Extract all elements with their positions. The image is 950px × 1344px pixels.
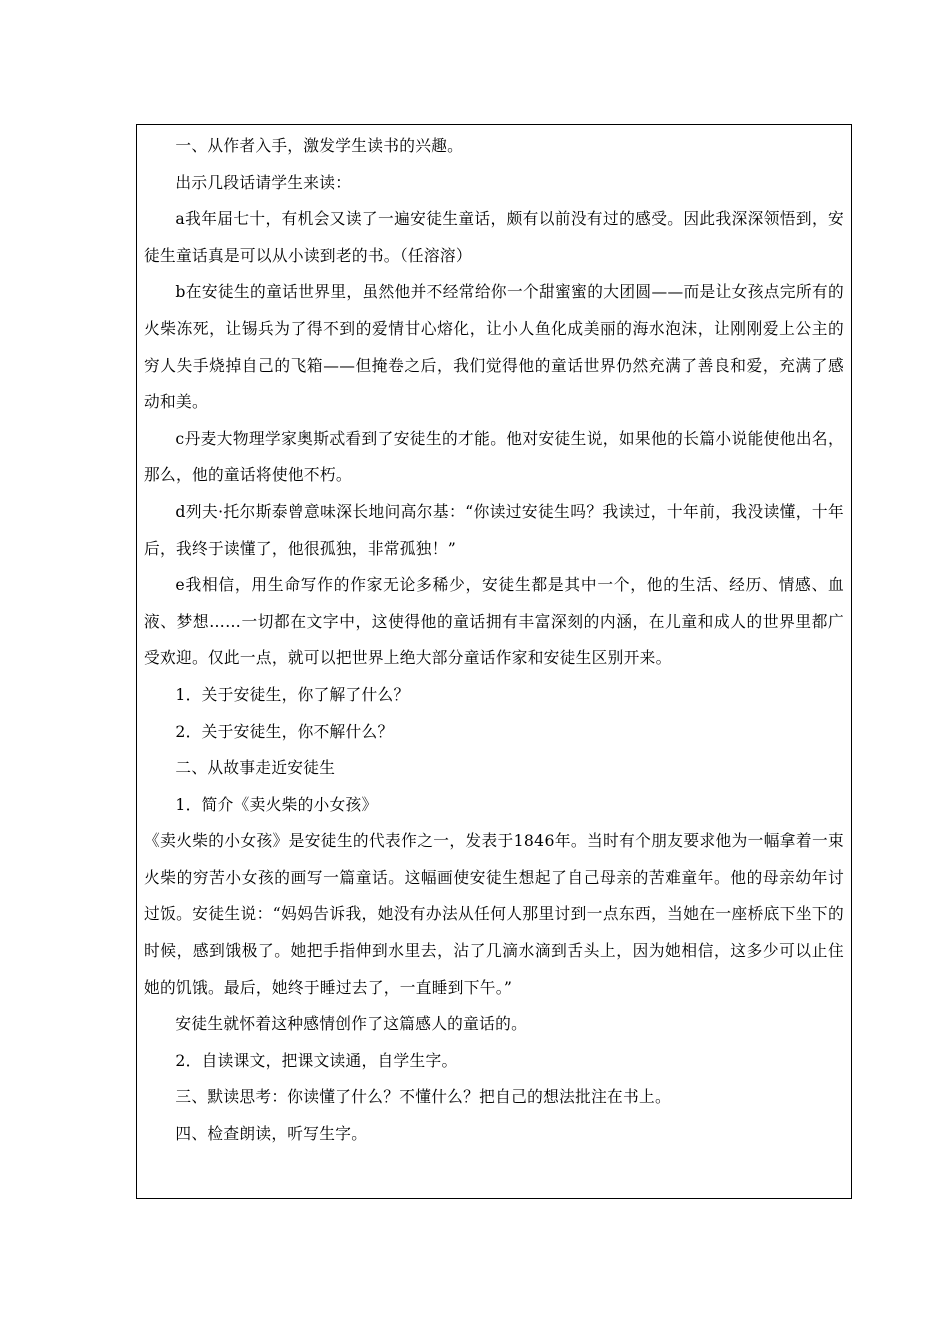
quote-a: a我年届七十，有机会又读了一遍安徒生童话，颇有以前没有过的感受。因此我深深领悟到，安徒生童话真是可以从小读到老的书。（任溶溶） xyxy=(144,209,844,265)
instruction-text: 出示几段话请学生来读： xyxy=(175,172,352,192)
story-conclusion: 安徒生就怀着这种感情创作了这篇感人的童话的。 xyxy=(175,1014,528,1034)
section-heading-2: 二、从故事走近安徒生 xyxy=(175,758,336,778)
quote-e: e我相信，用生命写作的作家无论多稀少，安徒生都是其中一个，他的生活、经历、情感、血液、梦想……一切都在文字中，这使得他的童话拥有丰富深刻的内涵，在儿童和成人的世界里都广受欢迎。仅此一点，就可以把世界上绝大部分童话作家和安徒生区别开来。 xyxy=(144,575,844,668)
self-reading-task: 2．自读课文，把课文读通，自学生字。 xyxy=(175,1050,458,1070)
subheading-intro: 1．简介《卖火柴的小女孩》 xyxy=(175,794,378,814)
question-1: 1．关于安徒生，你了解了什么？ xyxy=(175,684,410,704)
story-background: 《卖火柴的小女孩》是安徒生的代表作之一，发表于1846年。当时有个朋友要求他为一幅拿着一束火柴的穷苦小女孩的画写一篇童话。这幅画使安徒生想起了自己母亲的苦难童年。他的母亲幼年讨过饭。安徒生说：“妈妈告诉我，她没有办法从任何人那里讨到一点东西，当她在一座桥底下坐下的时候，感到饿极了。她把手指伸到水里去，沾了几滴水滴到舌头上，因为她相信，这多少可以止住她的饥饿。最后，她终于睡过去了，一直睡到下午。” xyxy=(144,831,844,997)
section-heading-1: 一、从作者入手，激发学生读书的兴趣。 xyxy=(175,136,464,155)
section-heading-4: 四、检查朗读，听写生字。 xyxy=(175,1124,368,1144)
lesson-content xyxy=(144,124,844,1153)
quote-c: c丹麦大物理学家奥斯忒看到了安徒生的才能。他对安徒生说，如果他的长篇小说能使他出名，那么，他的童话将使他不朽。 xyxy=(144,428,844,485)
question-2: 2．关于安徒生，你不解什么？ xyxy=(175,721,394,741)
section-heading-3: 三、默读思考：你读懂了什么？不懂什么？把自己的想法批注在书上。 xyxy=(175,1087,672,1107)
quote-b: b在安徒生的童话世界里，虽然他并不经常给你一个甜蜜蜜的大团圆——而是让女孩点完所有的火柴冻死，让锡兵为了得不到的爱情甘心熔化，让小人鱼化成美丽的海水泡沫，让刚刚爱上公主的穷人失手烧掉自己的飞箱——但掩卷之后，我们觉得他的童话世界仍然充满了善良和爱，充满了感动和美。 xyxy=(144,282,844,412)
quote-d: d列夫·托尔斯泰曾意味深长地问高尔基：“你读过安徒生吗？我读过，十年前，我没读懂，十年后，我终于读懂了，他很孤独，非常孤独！” xyxy=(144,501,844,558)
